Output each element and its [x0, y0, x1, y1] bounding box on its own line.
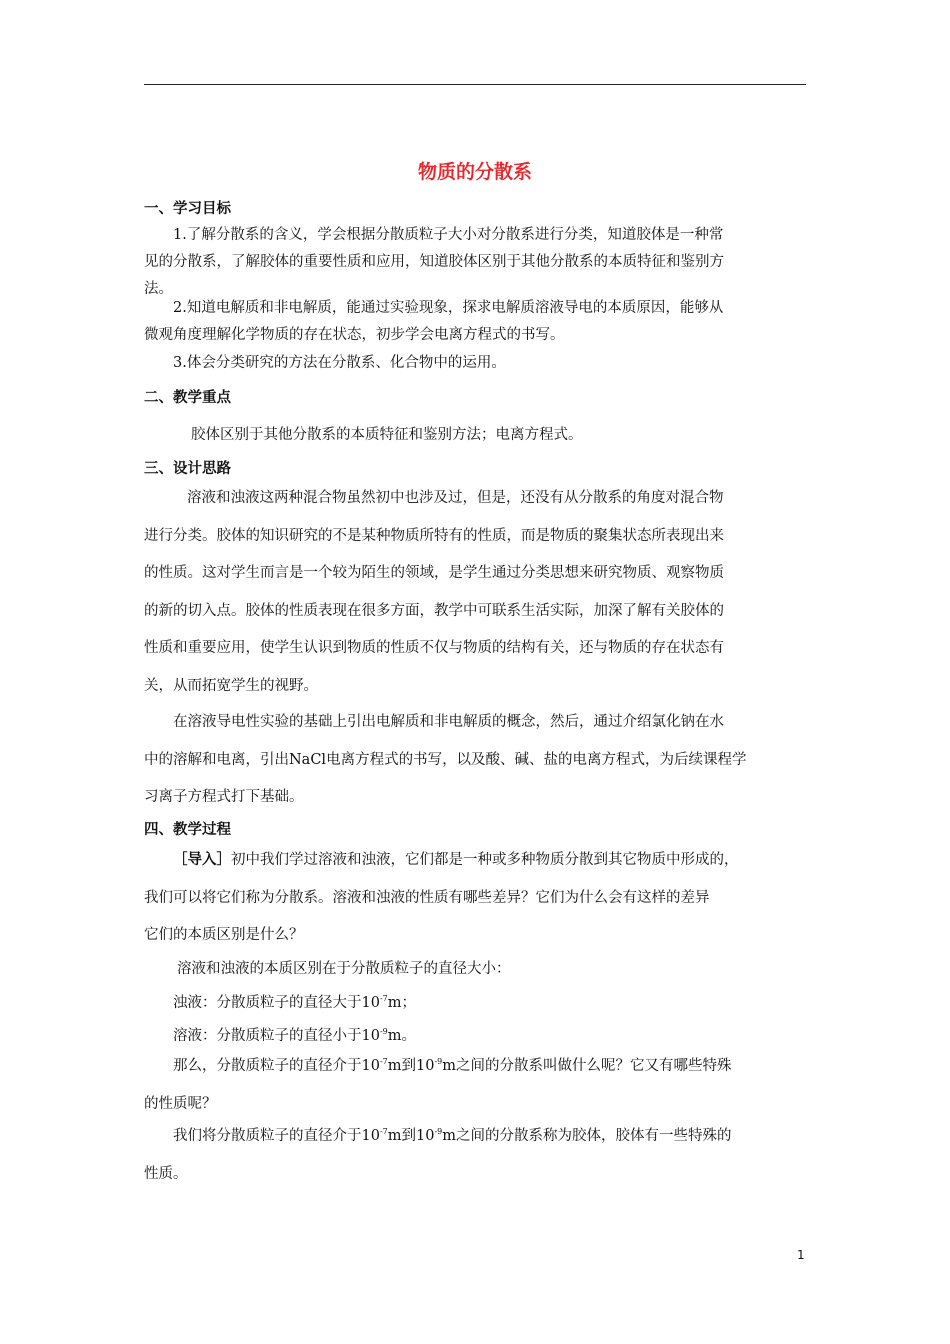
- page-number: 1: [797, 1248, 805, 1262]
- solution-definition: [173, 1024, 837, 1045]
- question-exp-1: -7: [379, 1057, 388, 1066]
- section-heading-key-points: 二、教学重点: [144, 390, 231, 406]
- intro-paragraph: [144, 842, 808, 955]
- design-line: 性质和重要应用，使学生认识到物质的性质不仅与物质的结构有关，还与物质的存在状态有: [144, 640, 724, 656]
- design-paragraph-2: [144, 704, 808, 817]
- question-line: [144, 1048, 808, 1086]
- answer-exp-2: -9: [434, 1127, 443, 1136]
- answer-text: 我们将分散质粒子的直径介于10: [173, 1128, 380, 1144]
- answer-text: m之间的分散系称为胶体，胶体有一些特殊的: [442, 1128, 732, 1144]
- answer-text: m到10: [387, 1128, 435, 1144]
- section-heading-objectives: 一、学习目标: [144, 201, 231, 217]
- question-text: m到10: [387, 1058, 435, 1074]
- objective-2: [144, 295, 808, 349]
- question-exp-2: -9: [434, 1057, 443, 1066]
- intro-text: 初中我们学过溶液和浊液，它们都是一种或多种物质分散到其它物质中形成的，: [231, 852, 739, 868]
- solution-pre: 溶液：分散质粒子的直径小于10: [173, 1028, 380, 1044]
- objective-1-line: 法。: [144, 281, 173, 297]
- question-text: 那么，分散质粒子的直径介于10: [173, 1058, 380, 1074]
- design-line: 在溶液导电性实验的基础上引出电解质和非电解质的概念，然后，通过介绍氯化钠在水: [173, 714, 724, 730]
- question-text: m之间的分散系叫做什么呢？它又有哪些特殊: [442, 1058, 732, 1074]
- turbid-pre: 浊液：分散质粒子的直径大于10: [173, 995, 380, 1011]
- question-line: 的性质呢？: [144, 1095, 217, 1112]
- section-heading-design: 三、设计思路: [144, 461, 231, 477]
- answer-exp-1: -7: [379, 1127, 388, 1136]
- answer-line: [144, 1118, 808, 1156]
- design-line: 习离子方程式打下基础。: [144, 789, 304, 805]
- objective-1-line: 见的分散系，了解胶体的重要性质和应用，知道胶体区别于其他分散系的本质特征和鉴别方: [144, 254, 724, 270]
- objective-1: [144, 222, 808, 303]
- design-line: 的性质。这对学生而言是一个较为陌生的领域，是学生通过分类思想来研究物质、观察物质: [144, 565, 724, 581]
- design-line: 进行分类。胶体的知识研究的不是某种物质所特有的性质，而是物质的聚集状态所表现出来: [144, 527, 724, 544]
- header-rule: [144, 84, 806, 85]
- objective-3-line: 3.体会分类研究的方法在分散系、化合物中的运用。: [173, 355, 506, 371]
- objective-3: [144, 350, 808, 377]
- design-line: 关，从而拓宽学生的视野。: [144, 677, 318, 694]
- objective-1-line: 1.了解分散系的含义，学会根据分散质粒子大小对分散系进行分类，知道胶体是一种常: [173, 227, 724, 243]
- page-title: 物质的分散系: [417, 161, 532, 183]
- section-heading-process: 四、教学过程: [144, 822, 231, 838]
- turbid-post: m；: [387, 995, 416, 1011]
- essential-difference: 溶液和浊液的本质区别在于分散质粒子的直径大小：: [177, 961, 511, 977]
- objective-2-line: 2.知道电解质和非电解质，能通过实验现象，探求电解质溶液导电的本质原因，能够从: [173, 300, 724, 316]
- design-line: 中的溶解和电离，引出NaCl电离方程式的书写，以及酸、碱、盐的电离方程式，为后续课程学: [144, 751, 747, 768]
- objective-2-line: 微观角度理解化学物质的存在状态，初步学会电离方程式的书写。: [144, 327, 565, 343]
- solution-exp: -9: [379, 1027, 388, 1036]
- answer-line: 性质。: [144, 1165, 188, 1182]
- design-line: 的新的切入点。胶体的性质表现在很多方面，教学中可联系生活实际，加深了解有关胶体的: [144, 602, 724, 619]
- solution-post: m。: [387, 1028, 416, 1044]
- answer-paragraph: [144, 1118, 808, 1193]
- key-points-text: 胶体区别于其他分散系的本质特征和鉴别方法；电离方程式。: [191, 427, 583, 443]
- design-paragraph-1: [144, 480, 808, 705]
- design-line: 溶液和浊液这两种混合物虽然初中也涉及过，但是，还没有从分散系的角度对混合物: [187, 490, 724, 506]
- turbid-exp: -7: [379, 994, 388, 1003]
- intro-label: ［导入］: [173, 852, 231, 868]
- question-paragraph: [144, 1048, 808, 1123]
- intro-line: [144, 842, 808, 880]
- intro-line: 我们可以将它们称为分散系。溶液和浊液的性质有哪些差异？它们为什么会有这样的差异: [144, 889, 710, 906]
- turbid-definition: [173, 991, 837, 1012]
- intro-line: 它们的本质区别是什么？: [144, 927, 304, 943]
